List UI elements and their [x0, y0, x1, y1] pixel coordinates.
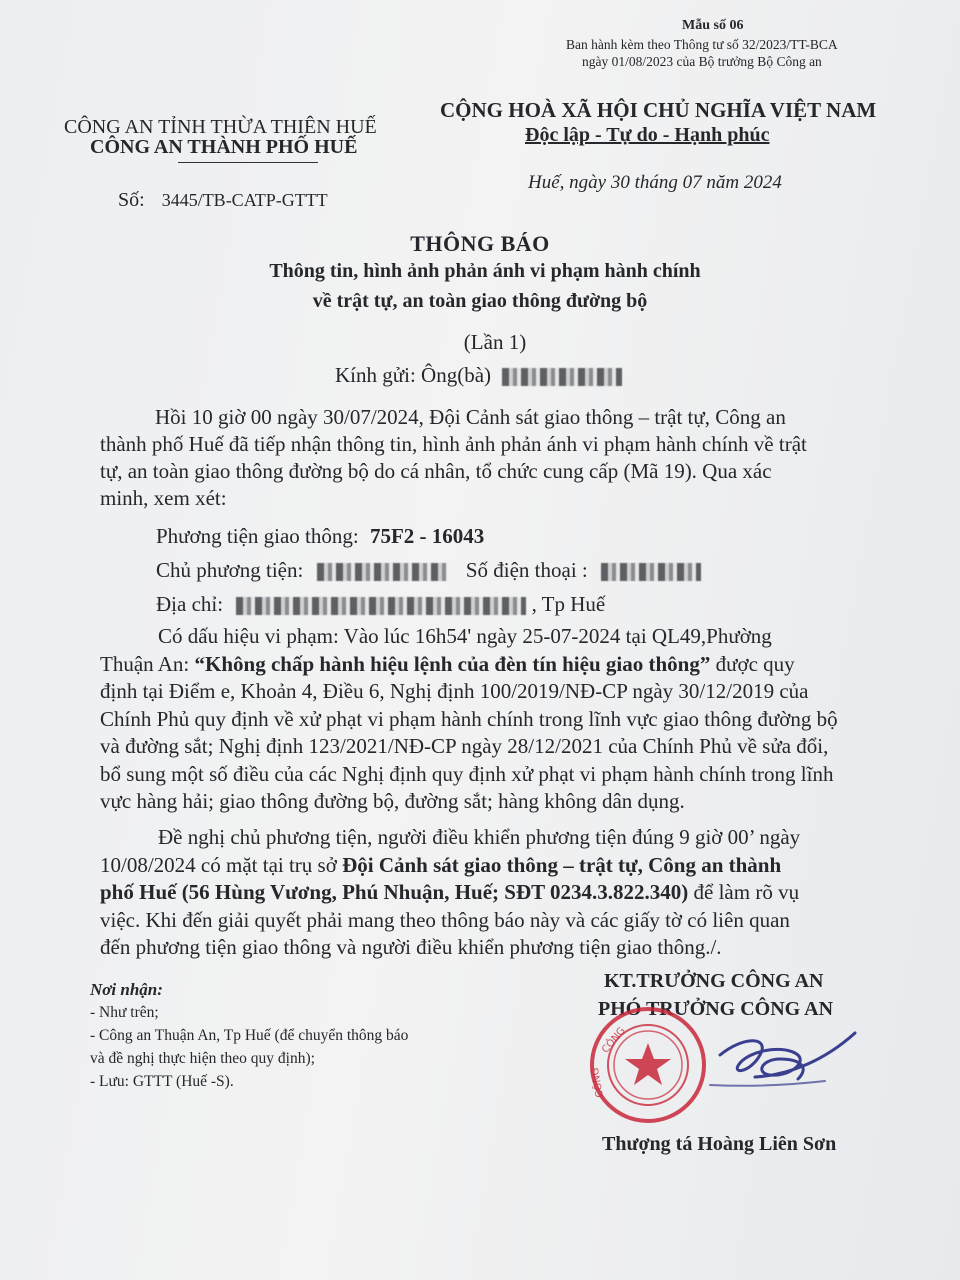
violation-line-3: định tại Điểm e, Khoản 4, Điều 6, Nghị định 100/2019/NĐ-CP ngày 30/12/2019 của [100, 679, 809, 703]
violation-line-6: bổ sung một số điều của các Nghị định quy định xử phạt vi phạm hành chính trong lĩnh [100, 761, 834, 786]
owner-field [156, 558, 701, 583]
national-title: CỘNG HOÀ XÃ HỘI CHỦ NGHĨA VIỆT NAM [440, 98, 877, 122]
signer-role: PHÓ TRƯỞNG CÔNG AN [598, 998, 834, 1020]
violation-offense: “Không chấp hành hiệu lệnh của đèn tín hiệu giao thông” [194, 651, 711, 676]
notice-title: THÔNG BÁO [410, 231, 550, 256]
request-line-2 [100, 852, 900, 880]
violation-line-5: và đường sắt; Nghị định 123/2021/NĐ-CP ngày 28/12/2021 của Chính Phủ về sửa đổi, [100, 734, 829, 758]
redacted-owner [317, 563, 447, 581]
intro-paragraph [100, 404, 900, 512]
notice-issue-count: (Lần 1) [463, 330, 527, 354]
violation-line-4: Chính Phủ quy định về xử phạt vi phạm hành chính trong lĩnh vực giao thông đường bộ [100, 706, 838, 731]
issuer-parent: CÔNG AN TỈNH THỪA THIÊN HUẾ [64, 116, 377, 138]
notice-subtitle-2: về trật tự, an toàn giao thông đường bộ [312, 290, 648, 312]
request-office: Đội Cảnh sát giao thông – trật tự, Công an thành [342, 852, 782, 877]
intro-line-3: tự, an toàn giao thông đường bộ do cá nhân, tổ chức cung cấp (Mã 19). Qua xác [100, 459, 772, 483]
addressee [335, 363, 622, 388]
violation-paragraph [100, 623, 900, 816]
issuer-unit: CÔNG AN THÀNH PHỐ HUẾ [90, 136, 358, 158]
request-line-1: Đề nghị chủ phương tiện, người điều khiển phương tiện đúng 9 giờ 00’ ngày [158, 825, 801, 849]
form-ref-line2: ngày 01/08/2023 của Bộ trưởng Bộ Công an [582, 54, 822, 69]
request-line-5: đến phương tiện giao thông và người điều khiển phương tiện giao thông./. [100, 935, 722, 959]
request-line-4: việc. Khi đến giải quyết phải mang theo thông báo này và các giấy tờ có liên quan [100, 907, 790, 932]
violation-line-7: vực hàng hải; giao thông đường bộ, đường sắt; hàng không dân dụng. [100, 789, 685, 813]
request-line-3 [100, 879, 900, 907]
document-number-value: 3445/TB-CATP-GTTT [161, 190, 328, 210]
document-number [118, 189, 328, 212]
issuer-underline [178, 162, 318, 163]
svg-text:CÔNG: CÔNG [589, 1066, 606, 1099]
violation-line-2-tail: được quy [710, 651, 795, 676]
notice-subtitle-1: Thông tin, hình ảnh phản ánh vi phạm hành chính [269, 260, 701, 282]
national-motto: Độc lập - Tự do - Hạnh phúc [525, 124, 770, 146]
form-ref-line1: Ban hành kèm theo Thông tư số 32/2023/TT-BCA [566, 37, 838, 52]
request-line-3-tail: để làm rõ vụ [688, 880, 800, 904]
signer-authority: KT.TRƯỞNG CÔNG AN [604, 970, 824, 992]
vehicle-label: Phương tiện giao thông: [156, 524, 359, 548]
redacted-name [502, 368, 622, 386]
request-paragraph [100, 824, 900, 962]
violation-line-1: Có dấu hiệu vi phạm: Vào lúc 16h54' ngày 25-07-2024 tại QL49,Phường [158, 624, 772, 648]
recipient-3: và đề nghị thực hiện theo quy định); [90, 1050, 315, 1067]
signer-name: Thượng tá Hoàng Liên Sơn [602, 1133, 837, 1155]
intro-line-1: Hồi 10 giờ 00 ngày 30/07/2024, Đội Cảnh sát giao thông – trật tự, Công an [155, 405, 786, 429]
recipient-1: - Như trên; [90, 1004, 159, 1021]
redacted-address [236, 597, 526, 615]
form-number: Mẫu số 06 [682, 18, 744, 33]
request-line-2-head: 10/08/2024 có mặt tại trụ sở [100, 852, 343, 877]
redacted-phone [601, 563, 701, 581]
violation-line-2 [100, 651, 900, 679]
place-date: Huế, ngày 30 tháng 07 năm 2024 [528, 172, 782, 193]
svg-text:CÔNG: CÔNG [600, 1025, 628, 1056]
vehicle-field [156, 524, 484, 549]
owner-label: Chủ phương tiện: [156, 558, 304, 582]
document-number-label: Số: [118, 189, 145, 211]
recipients-title: Nơi nhận: [90, 980, 163, 999]
address-field [156, 592, 605, 617]
addressee-label: Kính gửi: Ông(bà) [335, 363, 492, 387]
intro-line-4: minh, xem xét: [100, 486, 227, 510]
violation-place: Thuận An: [100, 651, 195, 676]
recipient-2: - Công an Thuận An, Tp Huế (để chuyển thông báo [90, 1027, 409, 1044]
vehicle-plate: 75F2 - 16043 [369, 524, 485, 548]
recipient-4: - Lưu: GTTT (Huế -S). [90, 1073, 234, 1090]
handwritten-signature [650, 1015, 890, 1125]
phone-label: Số điện thoại : [465, 558, 588, 582]
address-label: Địa chỉ: [156, 592, 224, 616]
intro-line-2: thành phố Huế đã tiếp nhận thông tin, hình ảnh phản ánh vi phạm hành chính về trật [100, 432, 807, 456]
request-office-address: phố Huế (56 Hùng Vương, Phú Nhuận, Huế; SĐT 0234.3.822.340) [100, 880, 689, 904]
address-tail: , Tp Huế [531, 592, 606, 616]
